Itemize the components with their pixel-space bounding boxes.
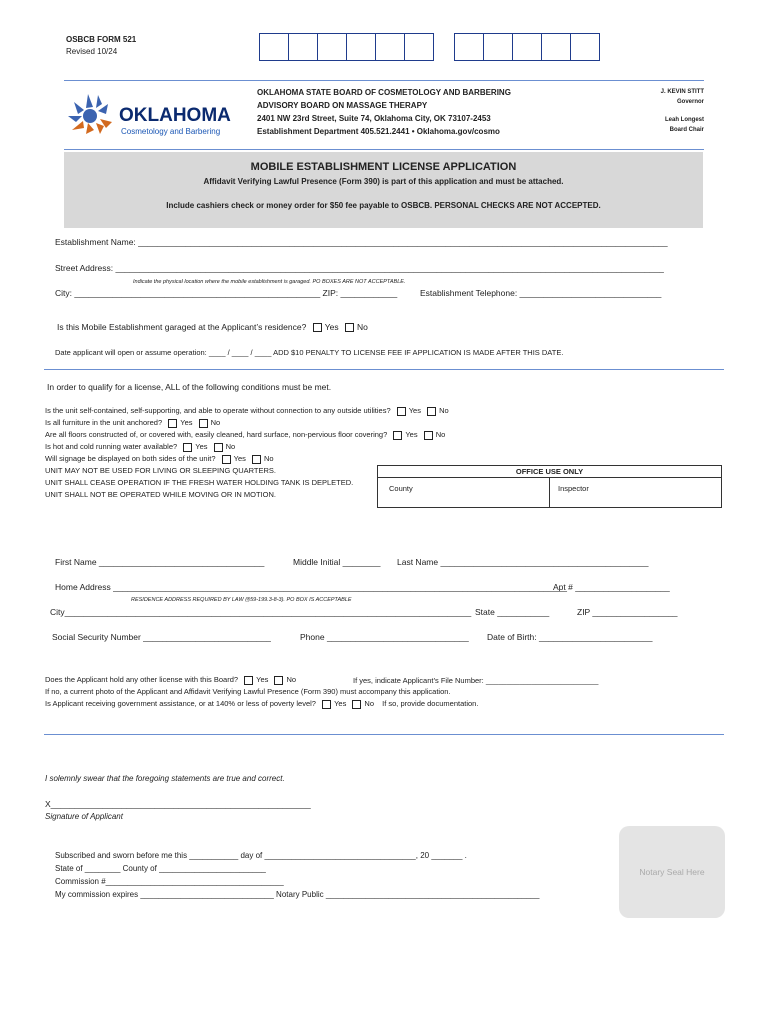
assistance-no-checkbox[interactable] bbox=[352, 700, 361, 709]
other-license-no-checkbox[interactable] bbox=[274, 676, 283, 685]
applicant-zip-field[interactable]: ZIP __________________ bbox=[577, 607, 678, 617]
box[interactable] bbox=[483, 33, 513, 61]
condition-text: Will signage be displayed on both sides of the unit? bbox=[45, 454, 216, 463]
assistance-text: Is Applicant receiving government assistance, or at 140% or less of poverty level? bbox=[45, 699, 316, 708]
middle-initial-field[interactable]: Middle Initial ________ bbox=[293, 557, 381, 567]
establishment-name-field[interactable]: Establishment Name: ________________________________________________________________________________________________________________ bbox=[55, 237, 668, 247]
signature-field[interactable]: X_______________________________________________________ bbox=[45, 799, 311, 809]
yes-label: Yes bbox=[334, 699, 347, 708]
yes-label: Yes bbox=[408, 406, 421, 415]
file-number-boxes-b bbox=[455, 33, 600, 61]
logo-title: OKLAHOMA bbox=[119, 105, 231, 126]
banner-fee-note: Include cashiers check or money order for $50 fee payable to OSBCB. PERSONAL CHECKS ARE NOT ACCEPTED. bbox=[166, 201, 601, 210]
box[interactable] bbox=[317, 33, 347, 61]
applicant-state-field[interactable]: State ___________ bbox=[475, 607, 550, 617]
box[interactable] bbox=[346, 33, 376, 61]
box[interactable] bbox=[404, 33, 434, 61]
condition-floors bbox=[45, 430, 445, 440]
file-number-boxes-a bbox=[260, 33, 434, 61]
condition-furniture bbox=[45, 418, 220, 428]
oklahoma-star-icon bbox=[66, 92, 116, 136]
last-name-field[interactable]: Last Name ____________________________________________ bbox=[397, 557, 649, 567]
condition-self-contained bbox=[45, 406, 449, 416]
water-yes-checkbox[interactable] bbox=[183, 443, 192, 452]
other-license-yes-checkbox[interactable] bbox=[244, 676, 253, 685]
street-address-note: Indicate the physical location where the mobile establishment is garaged. PO BOXES ARE NOT ACCEPTABLE. bbox=[133, 279, 406, 285]
city-zip-field[interactable]: City: ____________________________________________________ ZIP: ____________ bbox=[55, 288, 398, 298]
no-label: No bbox=[263, 454, 274, 463]
agency-line2: ADVISORY BOARD ON MASSAGE THERAPY bbox=[257, 101, 428, 110]
agency-line3: 2401 NW 23rd Street, Suite 74, Oklahoma City, OK 73107-2453 bbox=[257, 114, 491, 123]
office-county-label: County bbox=[389, 484, 413, 493]
open-date-field[interactable]: Date applicant will open or assume operation: ____ / ____ / ____ ADD $10 PENALTY TO LICENSE FEE IF APPLICATION IS MADE AFTER THIS DATE. bbox=[55, 348, 564, 357]
no-label: No bbox=[210, 418, 221, 427]
condition-text: Is all furniture in the unit anchored? bbox=[45, 418, 163, 427]
chair-title: Board Chair bbox=[669, 127, 704, 133]
home-address-note: RESIDENCE ADDRESS REQUIRED BY LAW (§59-199.3-8-3). PO BOX IS ACCEPTABLE bbox=[131, 597, 352, 603]
dob-field[interactable]: Date of Birth: ________________________ bbox=[487, 632, 653, 642]
yes-label: Yes bbox=[405, 430, 418, 439]
notary-state-county[interactable]: State of ________ County of ________________________ bbox=[55, 864, 266, 873]
office-use-title: OFFICE USE ONLY bbox=[515, 467, 584, 476]
establishment-telephone-field[interactable]: Establishment Telephone: ______________________________ bbox=[420, 288, 662, 298]
first-name-field[interactable]: First Name ___________________________________ bbox=[55, 557, 265, 567]
notary-expires[interactable]: My commission expires ______________________________ Notary Public ________________________________________________ bbox=[55, 890, 540, 899]
water-no-checkbox[interactable] bbox=[214, 443, 223, 452]
furniture-yes-checkbox[interactable] bbox=[168, 419, 177, 428]
assistance-yes-checkbox[interactable] bbox=[322, 700, 331, 709]
divider bbox=[44, 369, 724, 370]
no-label: No bbox=[286, 675, 297, 684]
street-address-field[interactable]: Street Address: ____________________________________________________________________________________________________________________ bbox=[55, 263, 664, 273]
no-label: No bbox=[225, 442, 236, 451]
box[interactable] bbox=[288, 33, 318, 61]
oklahoma-logo bbox=[66, 92, 116, 141]
notice-living: UNIT MAY NOT BE USED FOR LIVING OR SLEEPING QUARTERS. bbox=[45, 466, 277, 475]
condition-text: Is the unit self-contained, self-supporting, and able to operate without connection to any outside utilities? bbox=[45, 406, 391, 415]
notary-seal-area bbox=[619, 826, 725, 918]
conditions-intro: In order to qualify for a license, ALL of the following conditions must be met. bbox=[47, 382, 332, 392]
no-label: No bbox=[364, 699, 375, 708]
signage-yes-checkbox[interactable] bbox=[222, 455, 231, 464]
assistance-question bbox=[45, 699, 478, 709]
box[interactable] bbox=[570, 33, 600, 61]
office-divider bbox=[549, 477, 550, 508]
signage-no-checkbox[interactable] bbox=[252, 455, 261, 464]
garaged-yes-checkbox[interactable] bbox=[313, 323, 322, 332]
garaged-question-text: Is this Mobile Establishment garaged at the Applicant’s residence? bbox=[57, 322, 307, 332]
signature-label: Signature of Applicant bbox=[45, 812, 123, 821]
yes-label: Yes bbox=[180, 418, 193, 427]
notary-sworn-line[interactable]: Subscribed and sworn before me this ___________ day of __________________________________, 20 _______ . bbox=[55, 851, 467, 860]
box[interactable] bbox=[541, 33, 571, 61]
page-title: MOBILE ESTABLISHMENT LICENSE APPLICATION bbox=[250, 161, 517, 173]
ssn-field[interactable]: Social Security Number ___________________________ bbox=[52, 632, 271, 642]
yes-label: Yes bbox=[324, 322, 339, 332]
yes-label: Yes bbox=[256, 675, 269, 684]
garaged-question bbox=[57, 322, 368, 332]
no-label: No bbox=[435, 430, 446, 439]
condition-text: Are all floors constructed of, or covered with, easily cleaned, hard surface, non-pervious floor covering? bbox=[45, 430, 388, 439]
apt-field[interactable]: Apt # ____________________ bbox=[553, 582, 670, 592]
agency-line4: Establishment Department 405.521.2441 • Oklahoma.gov/cosmo bbox=[257, 127, 500, 136]
file-number-field[interactable]: If yes, indicate Applicant’s File Number: ___________________________ bbox=[353, 676, 599, 685]
applicant-city-field[interactable]: City______________________________________________________________________________________ bbox=[50, 607, 472, 617]
floors-yes-checkbox[interactable] bbox=[393, 431, 402, 440]
notice-water-tank: UNIT SHALL CEASE OPERATION IF THE FRESH WATER HOLDING TANK IS DEPLETED. bbox=[45, 478, 354, 487]
governor-title: Governor bbox=[676, 99, 704, 105]
condition-text: Is hot and cold running water available? bbox=[45, 442, 178, 451]
notice-motion: UNIT SHALL NOT BE OPERATED WHILE MOVING OR IN MOTION. bbox=[45, 490, 277, 499]
divider bbox=[64, 80, 704, 81]
office-inspector-label: Inspector bbox=[558, 484, 589, 493]
divider bbox=[64, 149, 704, 150]
other-license-text: Does the Applicant hold any other license with this Board? bbox=[45, 675, 239, 684]
form-number: OSBCB FORM 521 bbox=[66, 35, 137, 44]
home-address-field[interactable]: Home Address ________________________________________________________________________________________________ bbox=[55, 582, 567, 592]
divider bbox=[44, 734, 724, 735]
oath-statement: I solemnly swear that the foregoing statements are true and correct. bbox=[45, 774, 285, 783]
box[interactable] bbox=[375, 33, 405, 61]
form-revised: Revised 10/24 bbox=[66, 47, 118, 56]
assistance-followup: If so, provide documentation. bbox=[382, 699, 479, 708]
box[interactable] bbox=[259, 33, 289, 61]
agency-line1: OKLAHOMA STATE BOARD OF COSMETOLOGY AND BARBERING bbox=[257, 88, 511, 97]
phone-field[interactable]: Phone ______________________________ bbox=[300, 632, 469, 642]
condition-signage bbox=[45, 454, 274, 464]
notary-seal-label: Notary Seal Here bbox=[639, 867, 705, 877]
notary-commission[interactable]: Commission #________________________________________ bbox=[55, 877, 284, 886]
photo-requirement-note: If no, a current photo of the Applicant and Affidavit Verifying Lawful Presence (Form 390) must accompany this application. bbox=[45, 687, 451, 696]
governor-name: J. KEVIN STITT bbox=[660, 89, 704, 95]
yes-label: Yes bbox=[233, 454, 246, 463]
condition-water bbox=[45, 442, 235, 452]
logo-subtitle: Cosmetology and Barbering bbox=[121, 127, 221, 136]
chair-name: Leah Longest bbox=[664, 117, 704, 123]
floors-no-checkbox[interactable] bbox=[424, 431, 433, 440]
no-label: No bbox=[356, 322, 368, 332]
other-license-question bbox=[45, 675, 296, 685]
self-contained-no-checkbox[interactable] bbox=[427, 407, 436, 416]
yes-label: Yes bbox=[195, 442, 208, 451]
garaged-no-checkbox[interactable] bbox=[345, 323, 354, 332]
self-contained-yes-checkbox[interactable] bbox=[397, 407, 406, 416]
banner-affidavit-note: Affidavit Verifying Lawful Presence (Form 390) is part of this application and must be attached. bbox=[203, 177, 564, 186]
furniture-no-checkbox[interactable] bbox=[199, 419, 208, 428]
no-label: No bbox=[439, 406, 449, 415]
box[interactable] bbox=[512, 33, 542, 61]
box[interactable] bbox=[454, 33, 484, 61]
